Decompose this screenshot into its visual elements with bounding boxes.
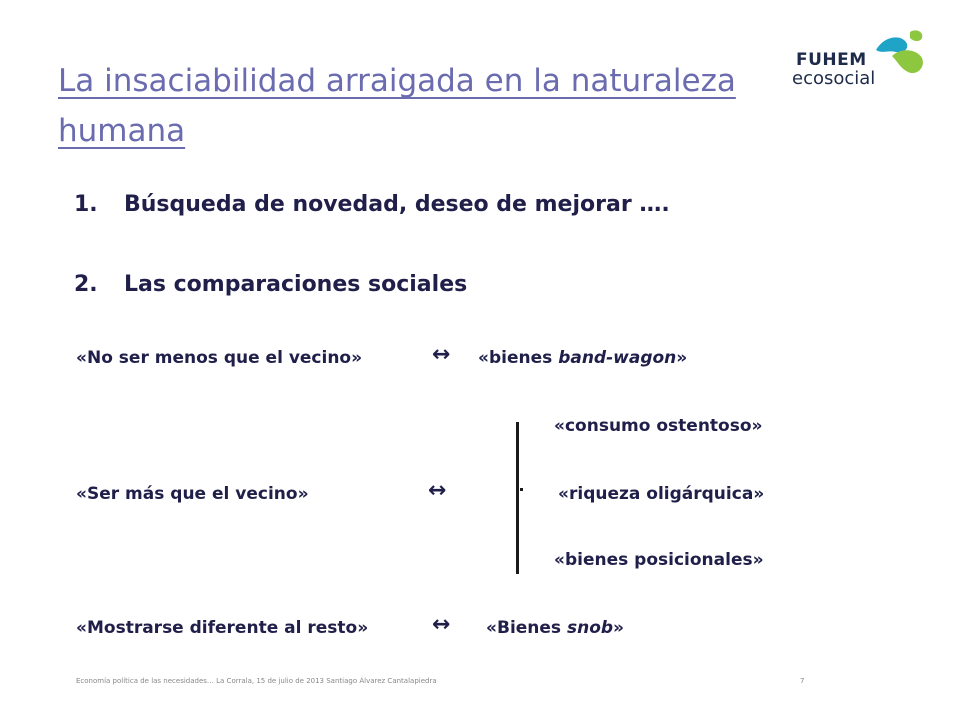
list-item-text: Búsqueda de novedad, deseo de mejorar ….	[124, 192, 670, 217]
row1-left-text: «No ser menos que el vecino»	[76, 348, 363, 368]
row2-arrow-icon: ↔	[428, 478, 447, 503]
fuhem-ecosocial-logo	[786, 28, 926, 98]
row3-left-text: «Mostrarse diferente al resto»	[76, 618, 369, 638]
list-item-text: Las comparaciones sociales	[124, 272, 468, 297]
page-number: 7	[800, 677, 805, 685]
row3-right-prefix: «Bienes	[486, 618, 567, 638]
bracket-item-top: «consumo ostentoso»	[554, 416, 763, 436]
row3-arrow-icon: ↔	[432, 612, 451, 637]
row1-arrow-icon: ↔	[432, 342, 451, 367]
list-item-number: 2.	[74, 272, 98, 297]
slide-title: La insaciabilidad arraigada en la naturaleza humana	[58, 63, 736, 149]
list-item-2	[74, 272, 467, 297]
logo-mark-icon	[870, 28, 926, 78]
row1-right-suffix: »	[676, 348, 688, 368]
row1-right-text	[478, 348, 687, 368]
row2-left-text: «Ser más que el vecino»	[76, 484, 309, 504]
row3-right-suffix: »	[613, 618, 625, 638]
row3-right-italic: snob	[566, 618, 614, 638]
list-item-1	[74, 192, 670, 217]
row3-right-text	[486, 618, 624, 638]
bracket-dot	[520, 488, 523, 491]
bracket-line	[516, 422, 519, 574]
logo-text-fuhem: FUHEM	[796, 50, 867, 70]
bracket-item-bottom: «bienes posicionales»	[554, 550, 764, 570]
list-item-number: 1.	[74, 192, 98, 217]
footer-text: Economía política de las necesidades… La Corrala, 15 de julio de 2013 Santiago Álvarez Cantalapiedra	[76, 677, 437, 685]
bracket-item-middle: «riqueza oligárquica»	[558, 484, 765, 504]
row1-right-prefix: «bienes	[478, 348, 559, 368]
row1-right-italic: band-wagon	[558, 348, 677, 368]
logo-text-ecosocial: ecosocial	[792, 68, 876, 89]
